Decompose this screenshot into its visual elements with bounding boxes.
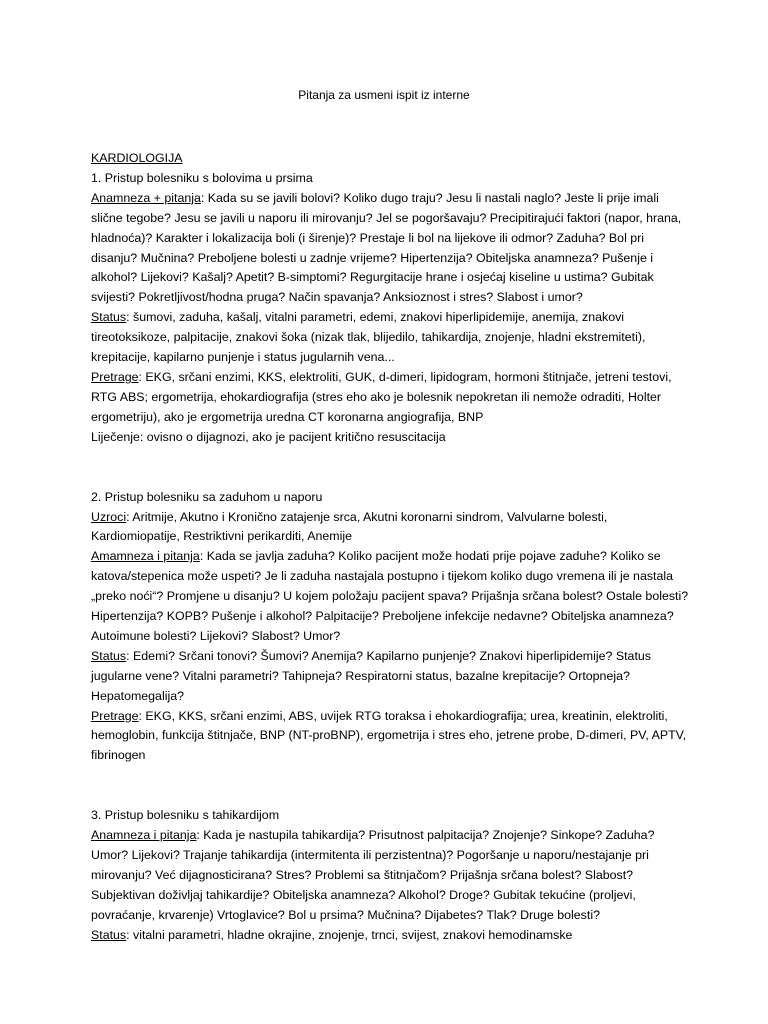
document-body bbox=[91, 149, 691, 946]
q2-anamneza bbox=[91, 547, 691, 647]
q2-pretrage-label: Pretrage bbox=[91, 708, 139, 723]
q2-status-label: Status bbox=[91, 648, 127, 663]
q3-status-label: Status bbox=[91, 927, 127, 942]
q3-anamneza bbox=[91, 826, 691, 926]
section-heading: KARDIOLOGIJA bbox=[91, 151, 183, 165]
q2-uzroci bbox=[91, 508, 691, 548]
q2-uzroci-label: Uzroci bbox=[91, 509, 127, 524]
q1-heading: 1. Pristup bolesniku s bolovima u prsima bbox=[91, 170, 313, 185]
section-spacer bbox=[91, 448, 691, 488]
q3-status-text: : vitalni parametri, hladne okrajine, znojenje, trnci, svijest, znakovi hemodinamske bbox=[126, 927, 573, 942]
q1-status-text: : šumovi, zaduha, kašalj, vitalni parametri, edemi, znakovi hiperlipidemije, anemija, znakovi tireotoksikoze, palpitacije, znakovi šoka (nizak tlak, blijedilo, tahikardija, znojenje, hladni ekstremiteti), krepitacije, kapilarno punjenje i status jugularnih vena... bbox=[91, 310, 646, 365]
q2-anamneza-label: Amamneza i pitanja bbox=[91, 549, 200, 564]
q2-status-text: : Edemi? Srčani tonovi? Šumovi? Anemija? Kapilarno punjenje? Znakovi hiperlipidemije? Status jugularne vene? Vitalni parametri? Tahipneja? Respiratorni status, bazalne krepitacije? Ortopneja? Hepatomegalija? bbox=[91, 648, 651, 703]
q1-pretrage bbox=[91, 368, 691, 428]
q3-anamneza-label: Anamneza i pitanja bbox=[91, 828, 197, 843]
q1-status bbox=[91, 308, 691, 368]
q2-pretrage bbox=[91, 707, 691, 767]
q1-status-label: Status bbox=[91, 310, 127, 325]
q2-heading: 2. Pristup bolesniku sa zaduhom u naporu bbox=[91, 489, 323, 504]
q1-pretrage-label: Pretrage bbox=[91, 369, 139, 384]
q3-anamneza-text: : Kada je nastupila tahikardija? Prisutnost palpitacija? Znojenje? Sinkope? Zaduha? Umor? Lijekovi? Trajanje tahikardija (intermitenta ili perzistentna)? Pogoršanje u naporu/nestajanje pri mirovanju? Već dijagnosticirana? Stres? Problemi sa štitnjačom? Prijašnja srčana bolest? Slabost? Subjektivan doživljaj tahikardije? Obiteljska anamneza? Alkohol? Droge? Gubitak tekućine (proljevi, povraćanje, krvarenje) Vrtoglavice? Bol u prsima? Mučnina? Dijabetes? Tlak? Druge bolesti? bbox=[91, 828, 655, 922]
document-title: Pitanja za usmeni ispit iz interne bbox=[298, 88, 470, 102]
q2-uzroci-text: : Aritmije, Akutno i Kronično zatajenje srca, Akutni koronarni sindrom, Valvularne bolesti, Kardiomiopatije, Restriktivni perikarditi, Anemije bbox=[91, 509, 608, 544]
q1-anamneza bbox=[91, 189, 691, 308]
q1-pretrage-text: : EKG, srčani enzimi, KKS, elektroliti, GUK, d-dimeri, lipidogram, hormoni štitnjače, jetreni testovi, RTG ABS; ergometrija, ehokardiografija (stres eho ako je bolesnik nepokretan ili nemože odraditi, Holter ergometriju), ako je ergometrija uredna CT koronarna angiografija, BNP bbox=[91, 369, 672, 424]
q3-heading: 3. Pristup bolesniku s tahikardijom bbox=[91, 808, 280, 823]
q1-lijecenje: Liječenje: ovisno o dijagnozi, ako je pacijent kritično resuscitacija bbox=[91, 429, 446, 444]
q2-anamneza-text: : Kada se javlja zaduha? Koliko pacijent može hodati prije pojave zaduhe? Koliko se katova/stepenica može uspeti? Je li zaduha nastajala postupno i tijekom koliko dugo vremena ili je nastala „preko noći“? Promjene u disanju? U kojem položaju pacijent spava? Prijašnja srčana bolest? Ostale bolesti? Hipertenzija? KOPB? Pušenje i alkohol? Palpitacije? Preboljene infekcije nedavne? Obiteljska anamneza? Autoimune bolesti? Lijekovi? Slabost? Umor? bbox=[91, 549, 689, 643]
q2-status bbox=[91, 647, 691, 707]
q1-anamneza-text: : Kada su se javili bolovi? Koliko dugo traju? Jesu li nastali naglo? Jeste li prije imali slične tegobe? Jesu se javili u naporu ili mirovanju? Jel se pogoršavaju? Precipitirajući faktori (napor, hrana, hladnoća)? Karakter i lokalizacija boli (i širenje)? Prestaje li bol na lijekove ili odmor? Zaduha? Bol pri disanju? Mučnina? Preboljene bolesti u zadnje vrijeme? Hipertenzija? Obiteljska anamneza? Pušenje i alkohol? Lijekovi? Kašalj? Apetit? B-simptomi? Regurgitacije hrane i osjećaj kiseline u ustima? Gubitak svijesti? Pokretljivost/hodna pruga? Način spavanja? Anksioznost i stres? Slabost i umor? bbox=[91, 190, 682, 305]
q1-anamneza-label: Anamneza + pitanja bbox=[91, 190, 201, 205]
q2-pretrage-text: : EKG, KKS, srčani enzimi, ABS, uvijek RTG toraksa i ehokardiografija; urea, kreatinin, elektroliti, hemoglobin, funkcija štitnjače, BNP (NT-proBNP), ergometrija i stres eho, jetrene probe, D-dimeri, PV, APTV, fibrinogen bbox=[91, 708, 687, 763]
q3-status bbox=[91, 926, 691, 946]
section-spacer bbox=[91, 766, 691, 806]
